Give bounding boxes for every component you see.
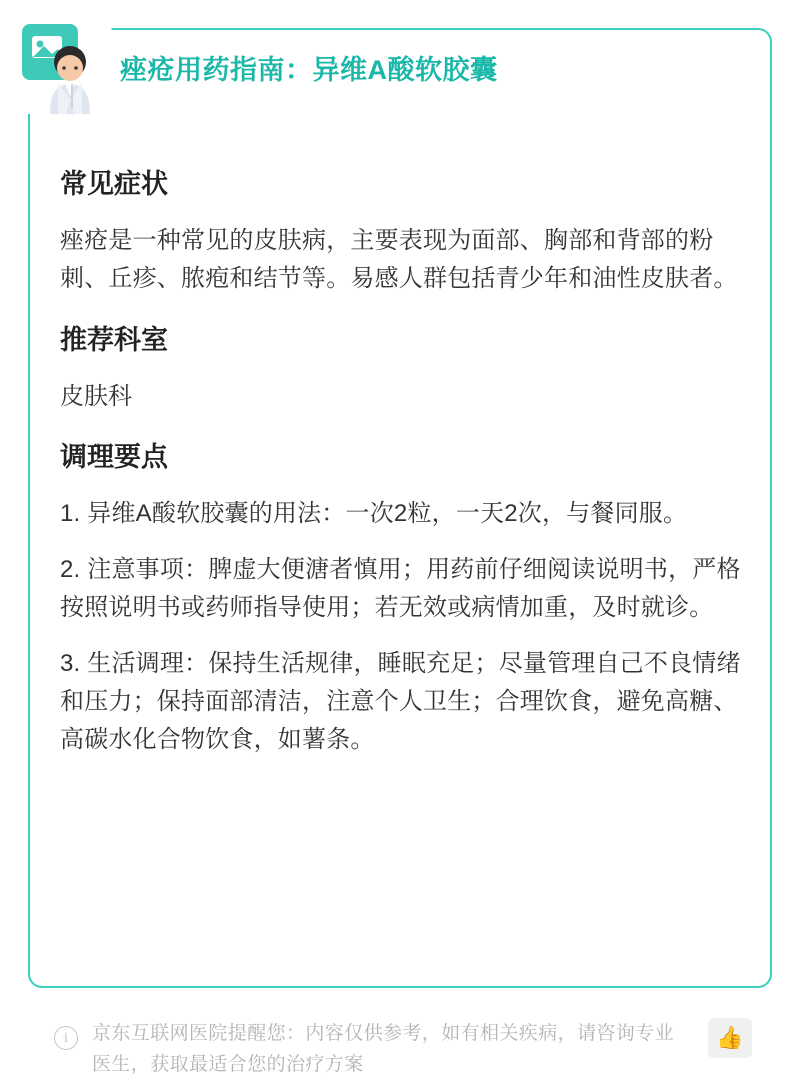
section-heading-department: 推荐科室: [60, 325, 168, 356]
care-point-3: 3. 生活调理：保持生活规律，睡眠充足；尽量管理自己不良情绪和压力；保持面部清洁，注意个人卫生；合理饮食，避免高糖、高碳水化合物饮食，如薯条。: [60, 649, 741, 753]
footer-disclaimer: 京东互联网医院提醒您：内容仅供参考，如有相关疾病，请咨询专业医生，获取最适合您的治疗方案: [92, 1023, 675, 1076]
section-paragraph-department: 皮肤科: [60, 382, 132, 410]
page-title: 痤疮用药指南：异维A酸软胶囊: [120, 55, 498, 85]
care-point-1: 1. 异维A酸软胶囊的用法：一次2粒，一天2次，与餐同服。: [60, 499, 688, 527]
care-point-2: 2. 注意事项：脾虚大便溏者慎用；用药前仔细阅读说明书，严格按照说明书或药师指导使用；若无效或病情加重，及时就诊。: [60, 555, 741, 621]
info-icon: i: [54, 1026, 78, 1050]
thumbs-up-icon[interactable]: 👍: [708, 1018, 752, 1058]
content-card: [28, 28, 772, 988]
article-body: [60, 142, 744, 976]
section-heading-symptoms: 常见症状: [60, 169, 168, 199]
footer-bar: [0, 1000, 800, 1089]
section-heading-care-points: 调理要点: [60, 441, 168, 472]
section-paragraph-symptoms: 痤疮是一种常见的皮肤病，主要表现为面部、胸部和背部的粉刺、丘疹、脓疱和结节等。易感人群包括青少年和油性皮肤者。: [60, 227, 738, 293]
doctor-avatar-icon: [20, 22, 112, 114]
